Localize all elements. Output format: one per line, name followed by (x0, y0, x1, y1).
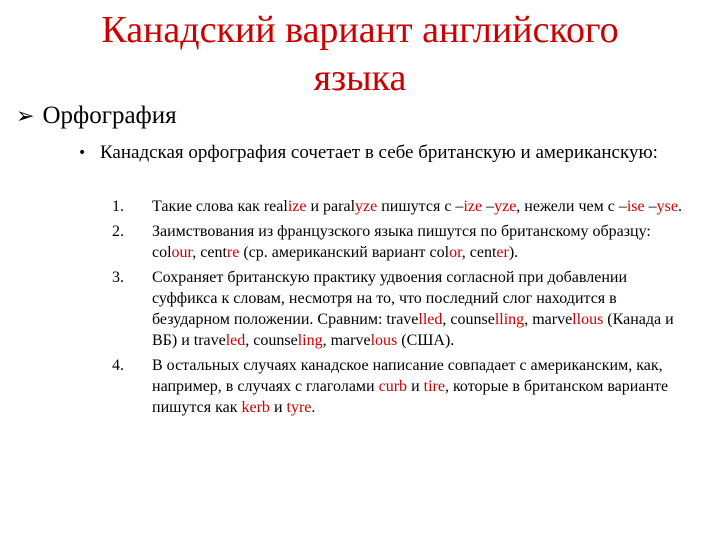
highlighted-suffix: tyre (286, 399, 312, 416)
highlighted-suffix: tire (423, 378, 445, 395)
section-heading: Орфография (42, 102, 177, 129)
text-fragment: ). (508, 244, 519, 261)
text-fragment: Сохраняет британскую практику удвоения согласной при добавлении суффикса к словам, несмотря на то, что последний слог находится в безударном положении. Сравним: trave (152, 269, 628, 328)
text-fragment: (США). (397, 332, 455, 349)
text-fragment: , нежели чем с – (516, 198, 627, 215)
highlighted-suffix: er (496, 244, 509, 261)
text-fragment: Такие слова как real (152, 198, 288, 215)
arrow-right-icon: ➢ (16, 104, 35, 129)
bullet-dot-icon: • (78, 145, 87, 161)
text-fragment: , counse (245, 332, 298, 349)
list-item (112, 267, 692, 351)
list-item-text (152, 198, 682, 215)
section-heading-row (16, 100, 177, 133)
text-fragment: (ср. американский вариант col (239, 244, 450, 261)
list-item (112, 221, 692, 263)
list-item-number: 3. (112, 269, 124, 286)
highlighted-suffix: or (449, 244, 462, 261)
text-fragment: и (269, 399, 287, 416)
list-item-text (152, 223, 651, 261)
highlighted-suffix: yse (656, 198, 678, 215)
highlighted-suffix: lling (494, 311, 525, 328)
text-fragment: , cent (192, 244, 227, 261)
text-fragment: и paral (306, 198, 356, 215)
bullet-text: Канадская орфография сочетает в себе британскую и американскую: (100, 142, 658, 163)
highlighted-suffix: ize (463, 198, 483, 215)
text-fragment: В остальных случаях канадское написание совпадает с американским, как, например, в случаях с глаголами (152, 357, 663, 395)
slide-title (40, 6, 680, 102)
text-fragment: – (644, 198, 657, 215)
text-fragment: пишутся с – (377, 198, 464, 215)
title-line-1: Канадский вариант английского (101, 9, 619, 51)
bullet-point (78, 141, 698, 165)
list-item (112, 196, 692, 217)
highlighted-suffix: ling (297, 332, 323, 349)
highlighted-suffix: lled (418, 311, 443, 328)
list-item-text (152, 269, 674, 349)
text-fragment: , counse (442, 311, 495, 328)
text-fragment: (Канада и ВБ) и trave (152, 311, 674, 349)
text-fragment: Заимствования из французского языка пишутся по британскому образцу: col (152, 223, 651, 261)
highlighted-suffix: our (171, 244, 193, 261)
list-item-number: 1. (112, 198, 124, 215)
text-fragment: , которые в британском варианте пишутся как (152, 378, 669, 416)
highlighted-suffix: yze (494, 198, 517, 215)
highlighted-suffix: yze (355, 198, 378, 215)
highlighted-suffix: llous (572, 311, 604, 328)
list-item (112, 355, 692, 418)
title-line-2: языка (313, 57, 407, 99)
highlighted-suffix: ize (287, 198, 307, 215)
highlighted-suffix: led (225, 332, 246, 349)
highlighted-suffix: lous (370, 332, 398, 349)
numbered-list (112, 196, 692, 422)
text-fragment: – (482, 198, 495, 215)
text-fragment: , marve (322, 332, 371, 349)
highlighted-suffix: curb (378, 378, 408, 395)
text-fragment: . (311, 399, 316, 416)
text-fragment: и (407, 378, 424, 395)
list-item-number: 4. (112, 357, 124, 374)
highlighted-suffix: re (226, 244, 240, 261)
list-item-text (152, 357, 668, 416)
text-fragment: , marve (524, 311, 573, 328)
highlighted-suffix: ise (626, 198, 645, 215)
text-fragment: . (677, 198, 682, 215)
highlighted-suffix: kerb (241, 399, 270, 416)
text-fragment: , cent (461, 244, 497, 261)
list-item-number: 2. (112, 223, 124, 240)
